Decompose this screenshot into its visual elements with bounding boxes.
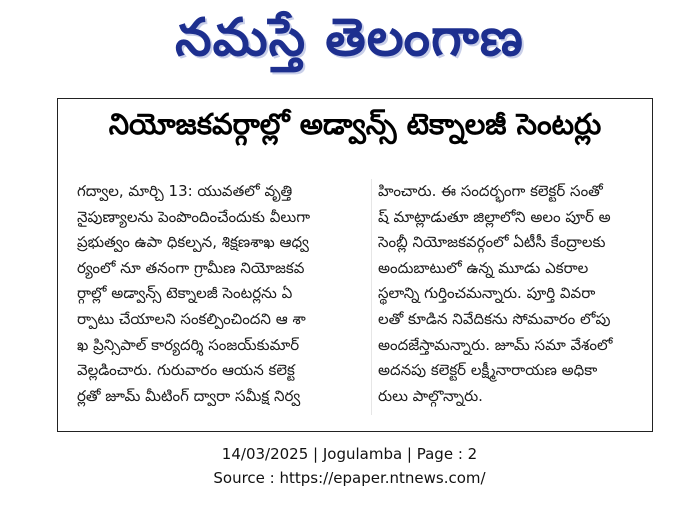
article-line: స్థలాన్ని గుర్తించమన్నారు. పూర్తి వివరా (378, 284, 596, 303)
article-line: ర్లతో జూమ్ మీటింగ్ ద్వారా సమీక్ష నిర్వ (77, 386, 301, 405)
edition-info: 14/03/2025 | Jogulamba | Page : 2 (221, 445, 478, 463)
masthead (0, 4, 699, 84)
article-line: సెంబ్లీ నియోజకవర్గంలో ఏటీసీ కేంద్రాలకు (378, 233, 606, 252)
article-line: అదనపు కలెక్టర్ లక్ష్మీనారాయణ అధికా (378, 361, 598, 380)
article-line: గద్వాల, మార్చి 13: యువతలో వృత్తి (77, 182, 293, 200)
article-line: లతో కూడిన నివేదికను సోమవారం లోపు (378, 309, 611, 328)
article-line: ర్గాల్లో అడ్వాన్స్ టెక్నాలజీ సెంటర్లను ఏ (77, 284, 293, 303)
masthead-title: నమస్తే తెలంగాణ (175, 7, 524, 68)
article-line: ష్ మాట్లాడుతూ జిల్లాలోని అలం పూర్ అ (378, 207, 611, 226)
article-line: ఖ ప్రిన్సిపాల్ కార్యదర్శి సంజయ్‌కుమార్ (77, 335, 300, 354)
article-line: అందుబాటులో ఉన్న మూడు ఎకరాల (378, 258, 589, 277)
article-clipping (57, 98, 653, 432)
article-line: ర్యంలో నూ తనంగా గ్రామీణ నియోజకవ (77, 258, 305, 277)
column-divider (371, 179, 372, 415)
article-column-right (378, 179, 646, 409)
source-link[interactable]: Source : https://epaper.ntnews.com/ (213, 469, 486, 487)
article-line: హించారు. ఈ సందర్భంగా కలెక్టర్ సంతో (378, 182, 603, 200)
article-line: ప్రభుత్వం ఉపా ధికల్పన, శిక్షణశాఖ ఆధ్వ (77, 233, 309, 252)
article-column-left (77, 179, 369, 409)
article-headline: నియోజకవర్గాల్లో అడ్వాన్స్ టెక్నాలజీ సెంటర్లు (108, 107, 602, 141)
article-line: రులు పాల్గొన్నారు. (378, 386, 483, 405)
article-line: వెల్లడించారు. గురువారం ఆయన కలెక్ట (77, 361, 295, 380)
article-line: అందజేస్తామన్నారు. జూమ్ సమా వేశంలో (378, 335, 613, 354)
article-line: నైపుణ్యాలను పెంపొందించేందుకు వీలుగా (77, 207, 311, 226)
article-line: ర్పాటు చేయాలని సంకల్పించిందని ఆ శా (77, 309, 306, 328)
